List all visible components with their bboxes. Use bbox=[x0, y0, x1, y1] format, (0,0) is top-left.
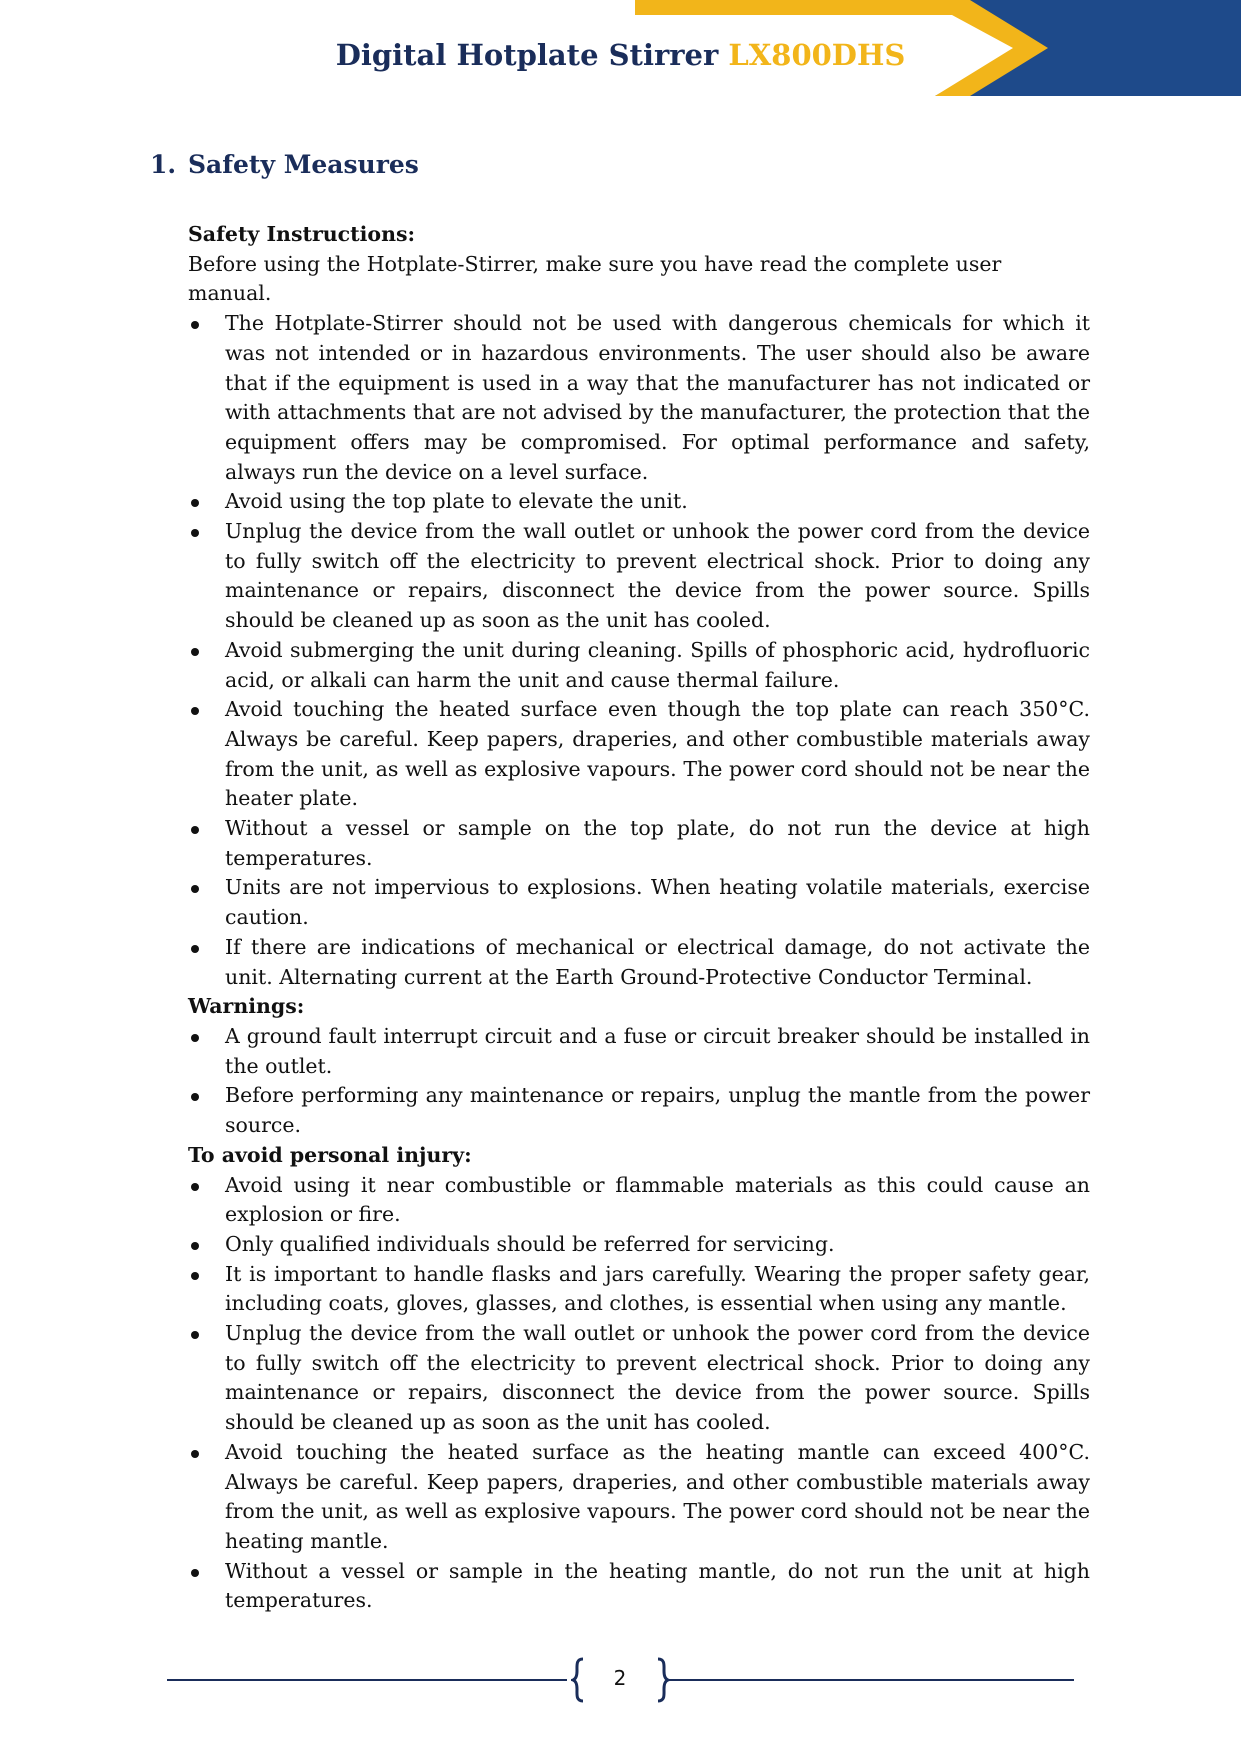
list-item: Before performing any maintenance or repairs, unplug the mantle from the power source. bbox=[188, 1081, 1090, 1140]
list-item: If there are indications of mechanical or electrical damage, do not activate the unit. Alternating current at the Earth Ground-Protective Conductor Terminal. bbox=[188, 933, 1090, 992]
footer-rule-left bbox=[167, 1679, 567, 1681]
warnings-list bbox=[188, 1022, 1090, 1141]
list-item: A ground fault interrupt circuit and a fuse or circuit breaker should be installed in the outlet. bbox=[188, 1022, 1090, 1081]
list-item: Only qualified individuals should be referred for servicing. bbox=[188, 1230, 1090, 1260]
model-number: LX800DHS bbox=[728, 38, 906, 72]
list-item: Avoid touching the heated surface even though the top plate can reach 350°C. Always be careful. Keep papers, draperies, and other combustible materials away from the unit, as well as explosive vapours. The power cord should not be near the heater plate. bbox=[188, 695, 1090, 814]
safety-instructions-list bbox=[188, 309, 1090, 992]
list-item: Without a vessel or sample on the top plate, do not run the device at high temperatures. bbox=[188, 814, 1090, 873]
list-item: Unplug the device from the wall outlet or unhook the power cord from the device to fully switch off the electricity to prevent electrical shock. Prior to doing any maintenance or repairs, disconnect the device from the power source. Spills should be cleaned up as soon as the unit has cooled. bbox=[188, 517, 1090, 636]
list-item: It is important to handle flasks and jars carefully. Wearing the proper safety gear, including coats, gloves, glasses, and clothes, is essential when using any mantle. bbox=[188, 1260, 1090, 1319]
list-item: Without a vessel or sample in the heating mantle, do not run the unit at high temperatures. bbox=[188, 1557, 1090, 1616]
list-item: Avoid submerging the unit during cleaning. Spills of phosphoric acid, hydrofluoric acid, or alkali can harm the unit and cause thermal failure. bbox=[188, 636, 1090, 695]
list-item: The Hotplate-Stirrer should not be used with dangerous chemicals for which it was not intended or in hazardous environments. The user should also be aware that if the equipment is used in a way that the manufacturer has not indicated or with attachments that are not advised by the manufacturer, the protection that the equipment offers may be compromised. For optimal performance and safety, always run the device on a level surface. bbox=[188, 309, 1090, 487]
left-brace-icon bbox=[571, 1657, 585, 1703]
warnings-heading: Warnings: bbox=[188, 994, 305, 1019]
section-number: 1. bbox=[150, 150, 177, 179]
list-item: Avoid using the top plate to elevate the unit. bbox=[188, 487, 1090, 517]
safety-instructions-heading: Safety Instructions: bbox=[188, 222, 416, 246]
document-title bbox=[0, 38, 1241, 72]
personal-injury-heading: To avoid personal injury: bbox=[188, 1142, 472, 1167]
list-item: Avoid touching the heated surface as the heating mantle can exceed 400°C. Always be careful. Keep papers, draperies, and other combustible materials away from the unit, as well as explosive vapours. The power cord should not be near the heating mantle. bbox=[188, 1438, 1090, 1557]
safety-instructions-intro: Before using the Hotplate-Stirrer, make sure you have read the complete user manual. bbox=[188, 251, 1002, 306]
document-body bbox=[188, 220, 1090, 1616]
document-title-text: Digital Hotplate Stirrer bbox=[335, 38, 719, 72]
footer-rule-right bbox=[666, 1679, 1074, 1681]
section-title: Safety Measures bbox=[188, 150, 419, 179]
list-item: Units are not impervious to explosions. When heating volatile materials, exercise caution. bbox=[188, 873, 1090, 932]
personal-injury-list bbox=[188, 1171, 1090, 1617]
list-item: Avoid using it near combustible or flammable materials as this could cause an explosion or fire. bbox=[188, 1171, 1090, 1230]
page-number: 2 bbox=[613, 1666, 627, 1690]
section-heading bbox=[150, 150, 419, 179]
list-item: Unplug the device from the wall outlet or unhook the power cord from the device to fully switch off the electricity to prevent electrical shock. Prior to doing any maintenance or repairs, disconnect the device from the power source. Spills should be cleaned up as soon as the unit has cooled. bbox=[188, 1319, 1090, 1438]
